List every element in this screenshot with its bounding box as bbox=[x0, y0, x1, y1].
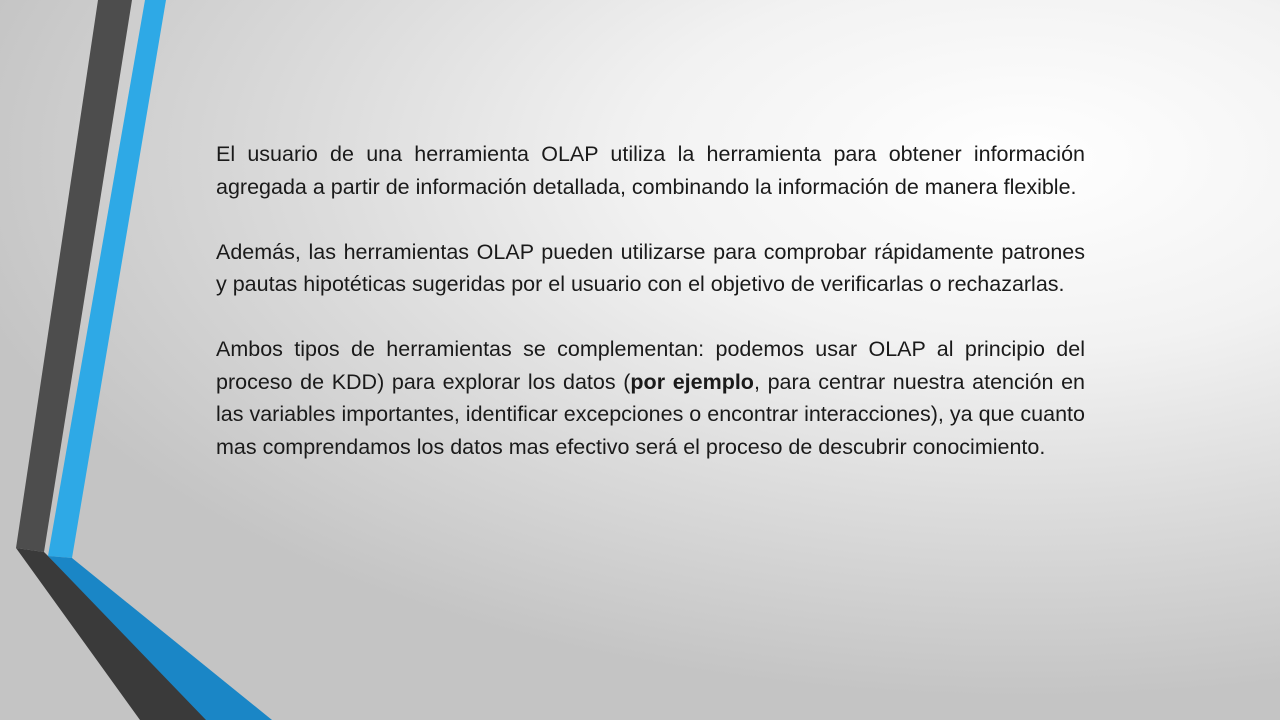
paragraph-3-text-after: , para centrar nuestra atención en las variables importantes, identificar excepciones o encontrar interacciones), ya que cuanto mas comprendamos los datos mas efectivo será el proceso de descubrir conocimiento. bbox=[216, 369, 1086, 459]
paragraph-2: Además, las herramientas OLAP pueden utilizarse para comprobar rápidamente patrones y pautas hipotéticas sugeridas por el usuario con el objetivo de verificarlas o rechazarlas. bbox=[216, 239, 1085, 296]
paragraph-3-text-before: Ambos tipos de herramientas se complementan: podemos usar OLAP al principio del proceso de KDD) para explorar los datos ( bbox=[216, 337, 1085, 394]
paragraph-3-bold-text: por ejemplo bbox=[630, 369, 754, 394]
paragraph-3 bbox=[216, 333, 1085, 463]
slide-body bbox=[216, 138, 1085, 463]
paragraph-1: El usuario de una herramienta OLAP utiliza la herramienta para obtener información agregada a partir de información detallada, combinando la información de manera flexible. bbox=[216, 142, 1085, 199]
